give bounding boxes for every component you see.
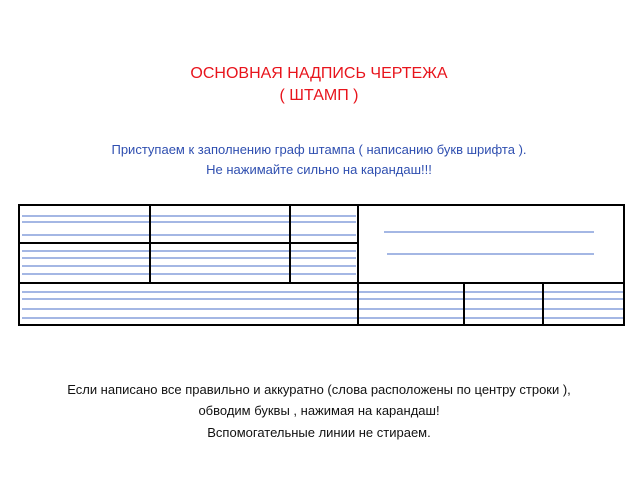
footer-line-2: обводим буквы , нажимая на карандаш! xyxy=(198,403,440,418)
instruction-line-2: Не нажимайте сильно на карандаш!!! xyxy=(206,162,432,177)
footer-line-1: Если написано все правильно и аккуратно (слова расположены по центру строки ), xyxy=(67,382,571,397)
frame-lines xyxy=(19,205,624,325)
footer-line-3: Вспомогательные линии не стираем. xyxy=(207,425,431,440)
heading-line-2: ( ШТАМП ) xyxy=(279,87,359,104)
guide-lines xyxy=(22,216,624,318)
stamp-outer-border xyxy=(19,205,624,325)
instruction-line-1: Приступаем к заполнению граф штампа ( написанию букв шрифта ). xyxy=(111,142,527,157)
heading-line-1: ОСНОВНАЯ НАДПИСЬ ЧЕРТЕЖА xyxy=(190,65,448,82)
